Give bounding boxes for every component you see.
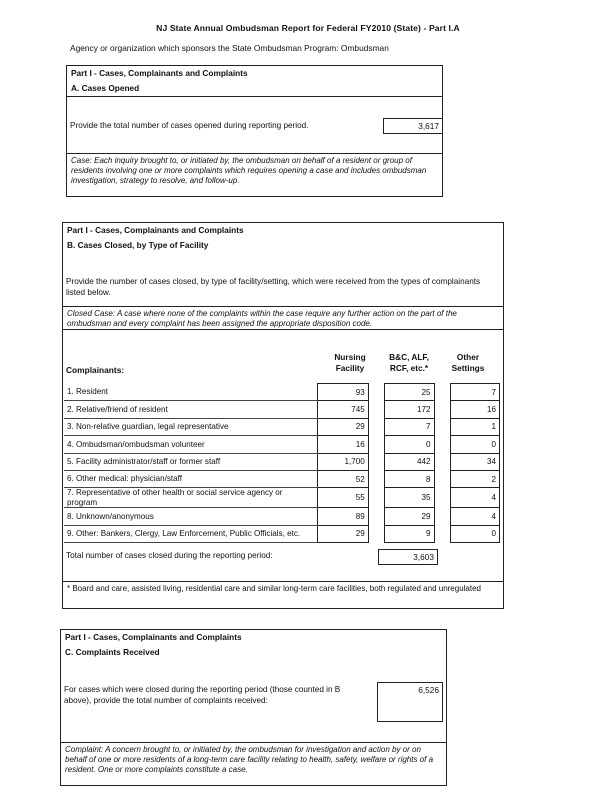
table-row [64,436,500,453]
complainant-label: 6. Other medical: physician/staff [64,470,318,487]
other-settings-count: 4 [450,508,499,525]
section-b-header [63,223,503,253]
other-settings-count: 4 [450,488,499,508]
table-row [64,488,500,508]
other-settings-count: 0 [450,436,499,453]
nursing-facility-count: 29 [318,525,368,542]
cases-opened-value: 3,617 [383,118,443,134]
section-a-definition: Case: Each inquiry brought to, or initiated by, the ombudsman on behalf of a resident or group of residents involving one or more complaints which requires opening a case and includes ombudsman investigation, strategy to resolve, and follow-up. [67,153,442,197]
cell-spacer [434,453,450,470]
complainant-label: 5. Facility administrator/staff or former staff [64,453,318,470]
section-b-definition: Closed Case: A case where none of the complaints within the case require any further action on the part of the ombudsman and every complaint has been assigned the appropriate disposition code. [63,306,503,330]
cell-spacer [434,525,450,542]
complainant-label: 8. Unknown/anonymous [64,508,318,525]
col-header-nursing: Nursing Facility [334,352,366,373]
cell-spacer [368,418,384,435]
cell-spacer [434,401,450,418]
cell-spacer [368,488,384,508]
complainant-label: 9. Other: Bankers, Clergy, Law Enforcement, Public Officials, etc. [64,525,318,542]
cell-spacer [368,470,384,487]
cell-spacer [434,470,450,487]
cell-spacer [434,418,450,435]
table-row [64,418,500,435]
other-settings-count: 34 [450,453,499,470]
cell-spacer [368,508,384,525]
bc-alf-count: 9 [384,525,434,542]
bc-alf-count: 29 [384,508,434,525]
bc-alf-count: 7 [384,418,434,435]
complainants-table-body [64,384,500,543]
nursing-facility-count: 52 [318,470,368,487]
table-row [64,508,500,525]
complainants-label: Complainants: [66,365,125,375]
nursing-facility-count: 55 [318,488,368,508]
cell-spacer [434,436,450,453]
complainant-label: 3. Non-relative guardian, legal representative [64,418,318,435]
bc-alf-count: 25 [384,384,434,401]
nursing-facility-count: 16 [318,436,368,453]
cell-spacer [434,508,450,525]
complainant-label: 1. Resident [64,384,318,401]
section-a-part-title: Part I - Cases, Complainants and Complaints [71,68,248,78]
nursing-facility-count: 1,700 [318,453,368,470]
sponsor-line: Agency or organization which sponsors the State Ombudsman Program: Ombudsman [70,43,389,53]
nursing-facility-count: 29 [318,418,368,435]
section-a-header [67,66,442,97]
section-a-prompt: Provide the total number of cases opened during reporting period. [70,121,309,130]
other-settings-count: 2 [450,470,499,487]
bc-alf-count: 172 [384,401,434,418]
other-settings-count: 16 [450,401,499,418]
section-c-definition: Complaint: A concern brought to, or initiated by, the ombudsman for investigation and action by or on behalf of one or more residents of a long-term care facility relating to health, safety, welfare or rights of a resident. One or more complaints constitute a case. [61,742,446,786]
complainants-table [64,383,500,543]
section-b-footnote: * Board and care, assisted living, residential care and similar long-term care facilities, both regulated and unregulated [63,581,503,609]
cell-spacer [368,401,384,418]
cell-spacer [368,436,384,453]
nursing-facility-count: 89 [318,508,368,525]
section-b-prompt: Provide the number of cases closed, by type of facility/setting, which were received from the types of complainants listed below. [66,277,481,297]
bc-alf-count: 442 [384,453,434,470]
bc-alf-count: 8 [384,470,434,487]
col-header-bc: B&C, ALF, RCF, etc.* [389,352,429,373]
complainant-label: 4. Ombudsman/ombudsman volunteer [64,436,318,453]
nursing-facility-count: 745 [318,401,368,418]
section-c-subtitle: C. Complaints Received [65,647,160,657]
section-c-box [60,629,447,786]
bc-alf-count: 0 [384,436,434,453]
other-settings-count: 1 [450,418,499,435]
table-row [64,470,500,487]
section-a-subtitle: A. Cases Opened [71,83,140,93]
nursing-facility-count: 93 [318,384,368,401]
cell-spacer [368,453,384,470]
cell-spacer [368,384,384,401]
table-row [64,525,500,542]
complaints-received-value: 6,526 [377,682,443,722]
table-row [64,453,500,470]
section-c-part-title: Part I - Cases, Complainants and Complaints [65,632,242,642]
section-b-subtitle: B. Cases Closed, by Type of Facility [67,240,209,250]
other-settings-count: 7 [450,384,499,401]
section-b-part-title: Part I - Cases, Complainants and Complaints [67,225,244,235]
col-header-other: Other Settings [451,352,485,373]
cell-spacer [434,384,450,401]
section-c-prompt: For cases which were closed during the reporting period (those counted in B above), provide the total number of complaints received: [64,685,341,705]
total-cases-closed-value: 3,603 [378,549,438,565]
section-a-box [66,65,443,197]
cell-spacer [368,525,384,542]
bc-alf-count: 35 [384,488,434,508]
complainant-label: 7. Representative of other health or social service agency or program [64,488,318,508]
complainant-label: 2. Relative/friend of resident [64,401,318,418]
table-row [64,401,500,418]
section-c-header [61,630,446,660]
cell-spacer [434,488,450,508]
total-cases-closed-label: Total number of cases closed during the reporting period: [66,551,273,560]
page-title: NJ State Annual Ombudsman Report for Federal FY2010 (State) - Part I.A [156,23,460,33]
other-settings-count: 0 [450,525,499,542]
table-row [64,384,500,401]
